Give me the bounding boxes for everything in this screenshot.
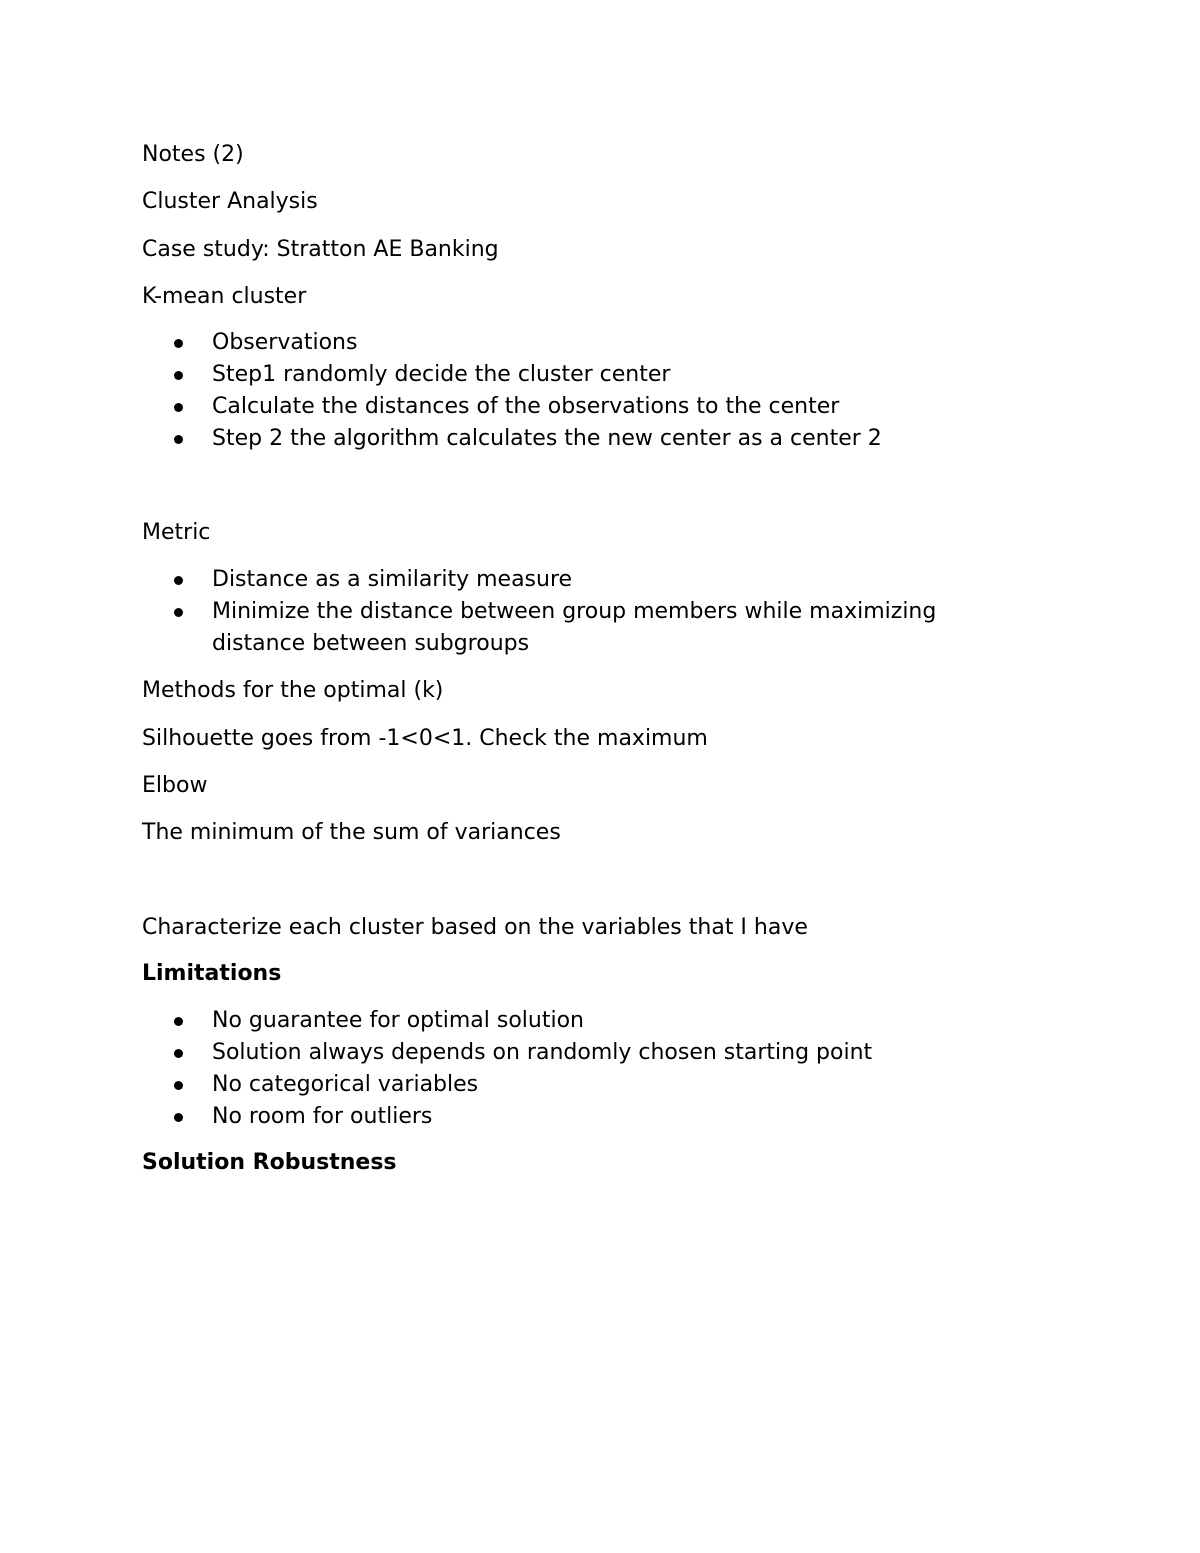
list-item [142, 359, 882, 391]
list-item-text: Calculate the distances of the observations to the center [212, 394, 840, 419]
limitations-heading: Limitations [142, 961, 282, 986]
bullet-icon [174, 1081, 183, 1090]
list-item-text: No categorical variables [212, 1072, 479, 1097]
bullet-icon [174, 339, 183, 348]
limitations-list [142, 1005, 872, 1133]
cluster-analysis-heading: Cluster Analysis [142, 189, 318, 214]
list-item [142, 423, 882, 455]
metric-heading: Metric [142, 520, 211, 545]
min-sum-variances-line: The minimum of the sum of variances [142, 820, 561, 845]
list-item-text: Step 2 the algorithm calculates the new center as a center 2 [212, 426, 882, 451]
list-item-text: Solution always depends on randomly chosen starting point [212, 1040, 873, 1065]
bullet-icon [174, 608, 183, 617]
bullet-icon [174, 435, 183, 444]
silhouette-line: Silhouette goes from -1<0<1. Check the maximum [142, 726, 708, 751]
bullet-icon [174, 1113, 183, 1122]
bullet-icon [174, 1017, 183, 1026]
list-item [142, 1037, 872, 1069]
solution-robustness-heading: Solution Robustness [142, 1150, 397, 1175]
list-item [142, 1069, 872, 1101]
bullet-icon [174, 576, 183, 585]
kmean-list [142, 327, 882, 455]
case-study-line: Case study: Stratton AE Banking [142, 237, 499, 262]
characterize-line: Characterize each cluster based on the variables that I have [142, 915, 808, 940]
list-item-text: No room for outliers [212, 1104, 433, 1129]
list-item-text: Observations [212, 330, 358, 355]
bullet-icon [174, 371, 183, 380]
elbow-line: Elbow [142, 773, 208, 798]
bullet-icon [174, 403, 183, 412]
list-item [142, 391, 882, 423]
kmean-heading: K-mean cluster [142, 284, 307, 309]
metric-list [142, 564, 1002, 660]
list-item-text: Minimize the distance between group members while maximizing distance between subgroups [212, 599, 937, 656]
list-item [142, 1005, 872, 1037]
list-item [142, 564, 1002, 596]
list-item [142, 327, 882, 359]
list-item-text: No guarantee for optimal solution [212, 1008, 585, 1033]
list-item-text: Distance as a similarity measure [212, 567, 573, 592]
methods-optimal-k-line: Methods for the optimal (k) [142, 678, 444, 703]
bullet-icon [174, 1049, 183, 1058]
list-item [142, 1101, 872, 1133]
list-item-text: Step1 randomly decide the cluster center [212, 362, 671, 387]
notes-title: Notes (2) [142, 142, 244, 167]
list-item [142, 596, 1002, 660]
